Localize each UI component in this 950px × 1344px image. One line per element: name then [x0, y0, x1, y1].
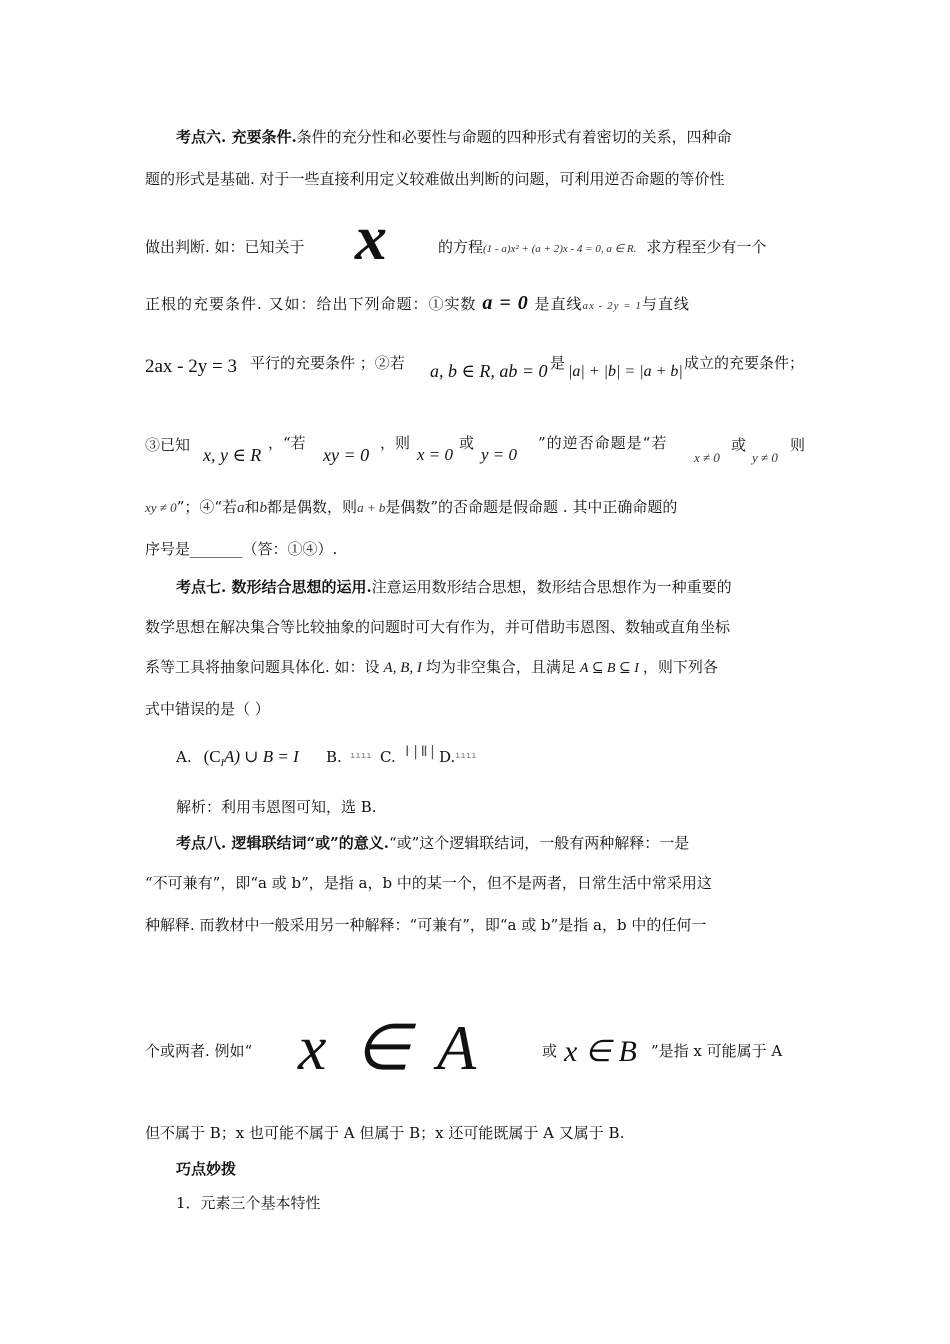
- option-b: B.: [326, 748, 342, 766]
- broken-formula-d-icon: ıııı: [455, 751, 477, 761]
- p6-line-4: 正根的充要条件. 又如：给出下列命题：①实数 a = 0 是直线ax - 2y = 1与直线: [145, 292, 690, 314]
- p6-line-5e: |a| + |b| = |a + b|: [568, 363, 683, 380]
- big-formula: x ∈ A: [298, 1012, 477, 1083]
- p6-line-6b: ，“若: [268, 434, 306, 452]
- broken-formula-b-icon: ıııı: [350, 751, 372, 761]
- p6-line-6d: 或: [459, 434, 475, 452]
- p7-heading: 考点七. 数形结合思想的运用.: [176, 578, 372, 596]
- p8-line-2: “不可兼有”，即“a 或 b”，是指 a，b 中的某一个，但不是两者，日常生活中常采用这: [145, 874, 712, 892]
- p6-heading: 考点六. 充要条件.: [176, 128, 297, 146]
- p6-line-1: 考点六. 充要条件.条件的充分性和必要性与命题的四种形式有着密切的关系，四种命: [176, 128, 732, 146]
- p8-line-1: 考点八. 逻辑联结词“或”的意义.“或”这个逻辑联结词，一般有两种解释：一是: [176, 834, 690, 852]
- p6-line-3b: 的方程(1 - a)x² + (a + 2)x - 4 = 0, a ∈ R. 求方程至少有一个: [438, 238, 767, 256]
- p6-line-6e: ”的逆否命题是“若: [538, 434, 668, 452]
- p6-line-6: ③已知: [145, 436, 191, 454]
- big-x: x: [355, 202, 387, 273]
- p6-line-6g: 则: [790, 436, 806, 454]
- p6-line-5b: 平行的充要条件 ；②若: [250, 354, 405, 372]
- p6-eq-yne0: y ≠ 0: [752, 450, 778, 465]
- p6-eq-xy0: xy = 0: [323, 445, 370, 465]
- option-a: A. $(C_IA)$ ∪ B = I: [176, 747, 299, 769]
- p8-line-5: 但不属于 B；x 也可能不属于 A 但属于 B；x 还可能既属于 A 又属于 B.: [145, 1124, 625, 1142]
- p6-line-6c: ，则: [380, 434, 411, 452]
- p7-line-2: 数学思想在解决集合等比较抽象的问题时可大有作为，并可借助韦恩图、数轴或直角坐标: [145, 618, 731, 636]
- option-d: D.: [439, 748, 456, 766]
- tips-item-1: 1．元素三个基本特性: [176, 1194, 321, 1212]
- p6-line-5f: 成立的充要条件；: [684, 354, 805, 372]
- p6-line-6f: 或: [731, 436, 747, 454]
- p6-line-5c: a, b ∈ R, ab = 0: [430, 361, 548, 381]
- p8-heading: 考点八. 逻辑联结词“或”的意义.: [176, 834, 389, 852]
- p6-eq-xne0: x ≠ 0: [694, 450, 720, 465]
- p6-eq-x0: x = 0: [417, 445, 454, 464]
- p6-line-5d: 是: [550, 354, 566, 372]
- p7-line-3: 系等工具将抽象问题具体化. 如：设 A, B, I 均为非空集合，且满足 A ⊆ B ⊆ I ，则下列各: [145, 658, 718, 676]
- p6-line-8: 序号是_______（答：①④）.: [145, 540, 338, 558]
- p8-formula: x ∈ B: [564, 1035, 637, 1068]
- tips-heading: 巧点妙拨: [176, 1160, 237, 1178]
- broken-formula-c-icon: ǀ|ǁ|: [403, 744, 437, 760]
- p7-solution: 解析：利用韦恩图可知，选 B.: [176, 798, 377, 816]
- p8-line-4c: ”是指 x 可能属于 A: [651, 1042, 783, 1060]
- p8-line-3: 种解释. 而教材中一般采用另一种解释：“可兼有”，即“a 或 b”是指 a，b 中的任何一: [145, 916, 707, 934]
- p7-line-4: 式中错误的是（ ）: [145, 700, 270, 718]
- p8-line-4b: 或: [542, 1042, 558, 1060]
- p8-line-4a: 个或两者. 例如“: [145, 1042, 253, 1060]
- p7-line-1: 考点七. 数形结合思想的运用.注意运用数形结合思想，数形结合思想作为一种重要的: [176, 578, 732, 596]
- p6-line-7: xy ≠ 0”；④“若a和b都是偶数，则a + b是偶数”的否命题是假命题 . 其中正确命题的: [145, 498, 678, 516]
- p6-line-3: 做出判断. 如：已知关于: [145, 238, 305, 256]
- option-c: C.: [380, 748, 396, 766]
- p6-eq-xy: x, y ∈ R: [203, 445, 262, 465]
- p6-eq-y0: y = 0: [481, 445, 518, 464]
- p6-line-2: 题的形式是基础. 对于一些直接利用定义较难做出判断的问题，可利用逆否命题的等价性: [145, 170, 725, 188]
- p6-line-5: 2ax - 2y = 3: [145, 356, 237, 377]
